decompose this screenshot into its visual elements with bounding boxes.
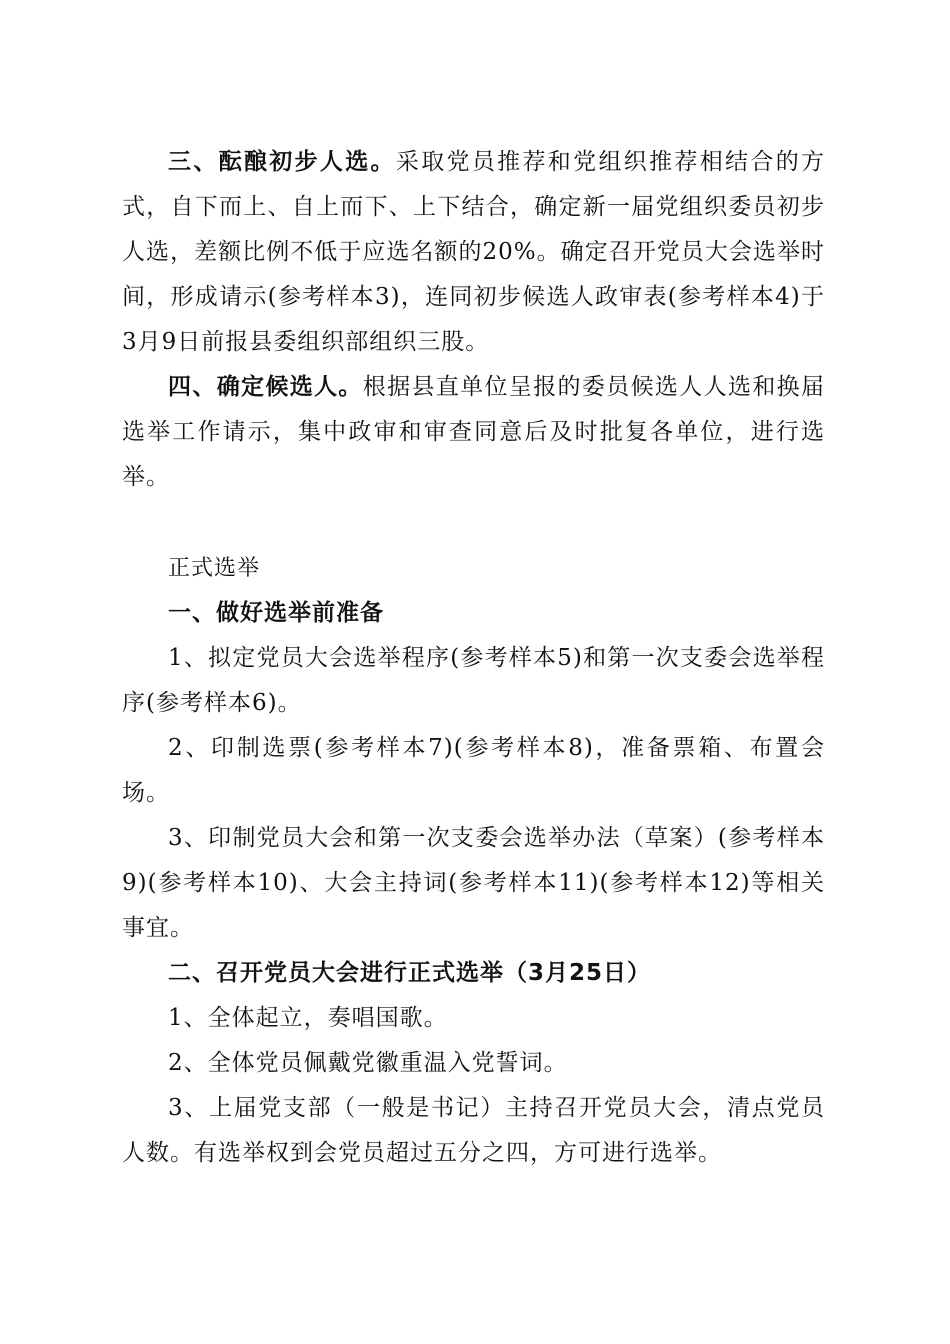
part-2-title: 二、召开党员大会进行正式选举（3月25日） [168, 960, 652, 986]
formal-election-heading: 正式选举 [168, 556, 261, 581]
part-2-item-2: 2、全体党员佩戴党徽重温入党誓词。 [168, 1050, 568, 1076]
part-2-item-1: 1、全体起立，奏唱国歌。 [168, 1005, 448, 1031]
part-1-title: 一、做好选举前准备 [168, 600, 384, 626]
section-3-title: 三、酝酿初步人选。 [168, 149, 396, 175]
spacer [122, 500, 825, 546]
part-1-item-2: 2、印制选票(参考样本7)(参考样本8)，准备票箱、布置会场。 [122, 735, 825, 806]
part-1-item-1: 1、拟定党员大会选举程序(参考样本5)和第一次支委会选举程序(参考样本6)。 [122, 645, 825, 716]
section-3-text: 采取党员推荐和党组织推荐相结合的方式，自下而上、自上而下、上下结合，确定新一届党组织委员初步人选，差额比例不低于应选名额的20%。确定召开党员大会选举时间，形成请示(参考样本3)，连同初步候选人政审表(参考样本4)于3月9日前报县委组织部组织三股。 [122, 149, 826, 355]
part-1-item-3: 3、印制党员大会和第一次支委会选举办法（草案）(参考样本9)(参考样本10)、大会主持词(参考样本11)(参考样本12)等相关事宜。 [122, 825, 825, 941]
section-4-text: 根据县直单位呈报的委员候选人人选和换届选举工作请示，集中政审和审查同意后及时批复各单位，进行选举。 [122, 374, 826, 490]
section-4-title: 四、确定候选人。 [168, 374, 363, 400]
document-body [122, 140, 825, 1176]
part-2-item-3: 3、上届党支部（一般是书记）主持召开党员大会，清点党员人数。有选举权到会党员超过五分之四，方可进行选举。 [122, 1095, 825, 1166]
section-3-paragraph [122, 140, 825, 365]
section-4-paragraph [122, 365, 825, 500]
